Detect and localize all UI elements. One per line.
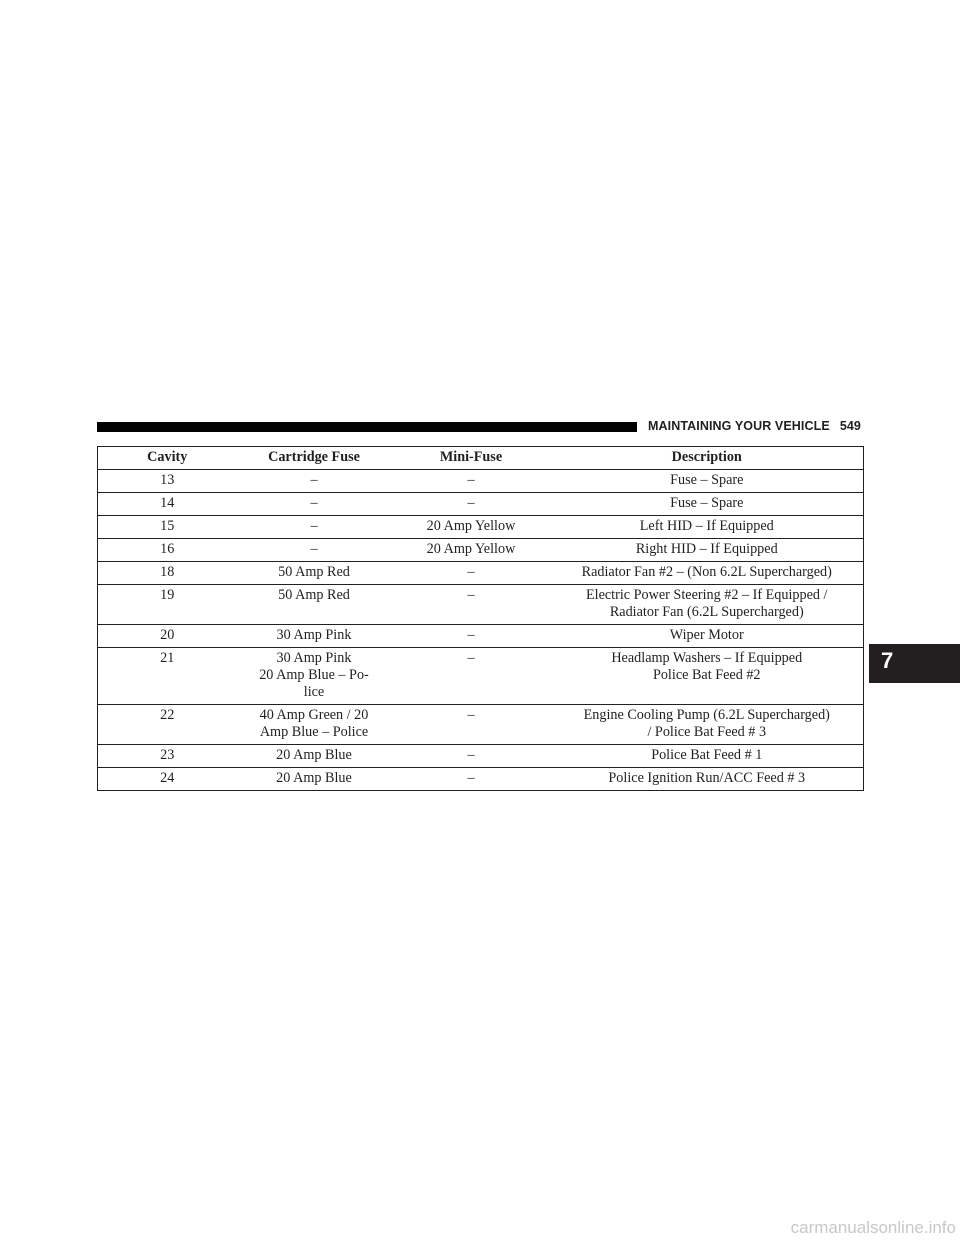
cell-description: Fuse – Spare [551,470,864,493]
cell-cartridge-fuse: 30 Amp Pink 20 Amp Blue – Po- lice [237,648,392,705]
column-header-description: Description [551,447,864,470]
cell-description: Fuse – Spare [551,493,864,516]
cell-cavity: 18 [98,562,237,585]
cell-mini-fuse: – [392,585,551,625]
cell-mini-fuse: – [392,745,551,768]
cell-cartridge-fuse: – [237,539,392,562]
cell-cavity: 23 [98,745,237,768]
fuse-table [97,446,864,791]
table-row [98,745,864,768]
table-row [98,705,864,745]
cell-cavity: 19 [98,585,237,625]
cell-cartridge-fuse: 30 Amp Pink [237,625,392,648]
table-row [98,562,864,585]
cell-cartridge-fuse: 20 Amp Blue [237,745,392,768]
cell-cartridge-fuse: – [237,493,392,516]
cell-mini-fuse: – [392,648,551,705]
cell-mini-fuse: 20 Amp Yellow [392,539,551,562]
cell-mini-fuse: – [392,625,551,648]
table-header-row [98,447,864,470]
cell-description: Radiator Fan #2 – (Non 6.2L Supercharged) [551,562,864,585]
cell-mini-fuse: 20 Amp Yellow [392,516,551,539]
section-title: MAINTAINING YOUR VEHICLE [648,419,830,433]
cell-cartridge-fuse: 40 Amp Green / 20 Amp Blue – Police [237,705,392,745]
cell-cartridge-fuse: – [237,516,392,539]
chapter-tab [869,644,960,683]
cell-cavity: 20 [98,625,237,648]
running-header [648,419,861,433]
column-header-cavity: Cavity [98,447,237,470]
cell-cartridge-fuse: – [237,470,392,493]
cell-description: Police Bat Feed # 1 [551,745,864,768]
cell-description: Left HID – If Equipped [551,516,864,539]
table-row [98,648,864,705]
cell-cavity: 24 [98,768,237,791]
cell-description: Right HID – If Equipped [551,539,864,562]
cell-description: Police Ignition Run/ACC Feed # 3 [551,768,864,791]
column-header-cartridge-fuse: Cartridge Fuse [237,447,392,470]
cell-cavity: 21 [98,648,237,705]
column-header-mini-fuse: Mini-Fuse [392,447,551,470]
cell-cavity: 16 [98,539,237,562]
header-rule [97,422,637,432]
cell-cartridge-fuse: 20 Amp Blue [237,768,392,791]
cell-mini-fuse: – [392,562,551,585]
cell-mini-fuse: – [392,470,551,493]
watermark: carmanualsonline.info [790,1218,956,1237]
table-row [98,493,864,516]
cell-description: Electric Power Steering #2 – If Equipped / Radiator Fan (6.2L Supercharged) [551,585,864,625]
cell-mini-fuse: – [392,768,551,791]
table-row [98,539,864,562]
cell-cavity: 14 [98,493,237,516]
cell-cavity: 13 [98,470,237,493]
table-row [98,625,864,648]
table-row [98,516,864,539]
table-row [98,768,864,791]
cell-description: Headlamp Washers – If Equipped Police Bat Feed #2 [551,648,864,705]
cell-cartridge-fuse: 50 Amp Red [237,562,392,585]
cell-cavity: 22 [98,705,237,745]
table-row [98,470,864,493]
page-number: 549 [839,419,861,433]
cell-mini-fuse: – [392,493,551,516]
cell-cavity: 15 [98,516,237,539]
table-row [98,585,864,625]
cell-mini-fuse: – [392,705,551,745]
chapter-number: 7 [881,648,894,673]
cell-cartridge-fuse: 50 Amp Red [237,585,392,625]
cell-description: Wiper Motor [551,625,864,648]
cell-description: Engine Cooling Pump (6.2L Supercharged) / Police Bat Feed # 3 [551,705,864,745]
